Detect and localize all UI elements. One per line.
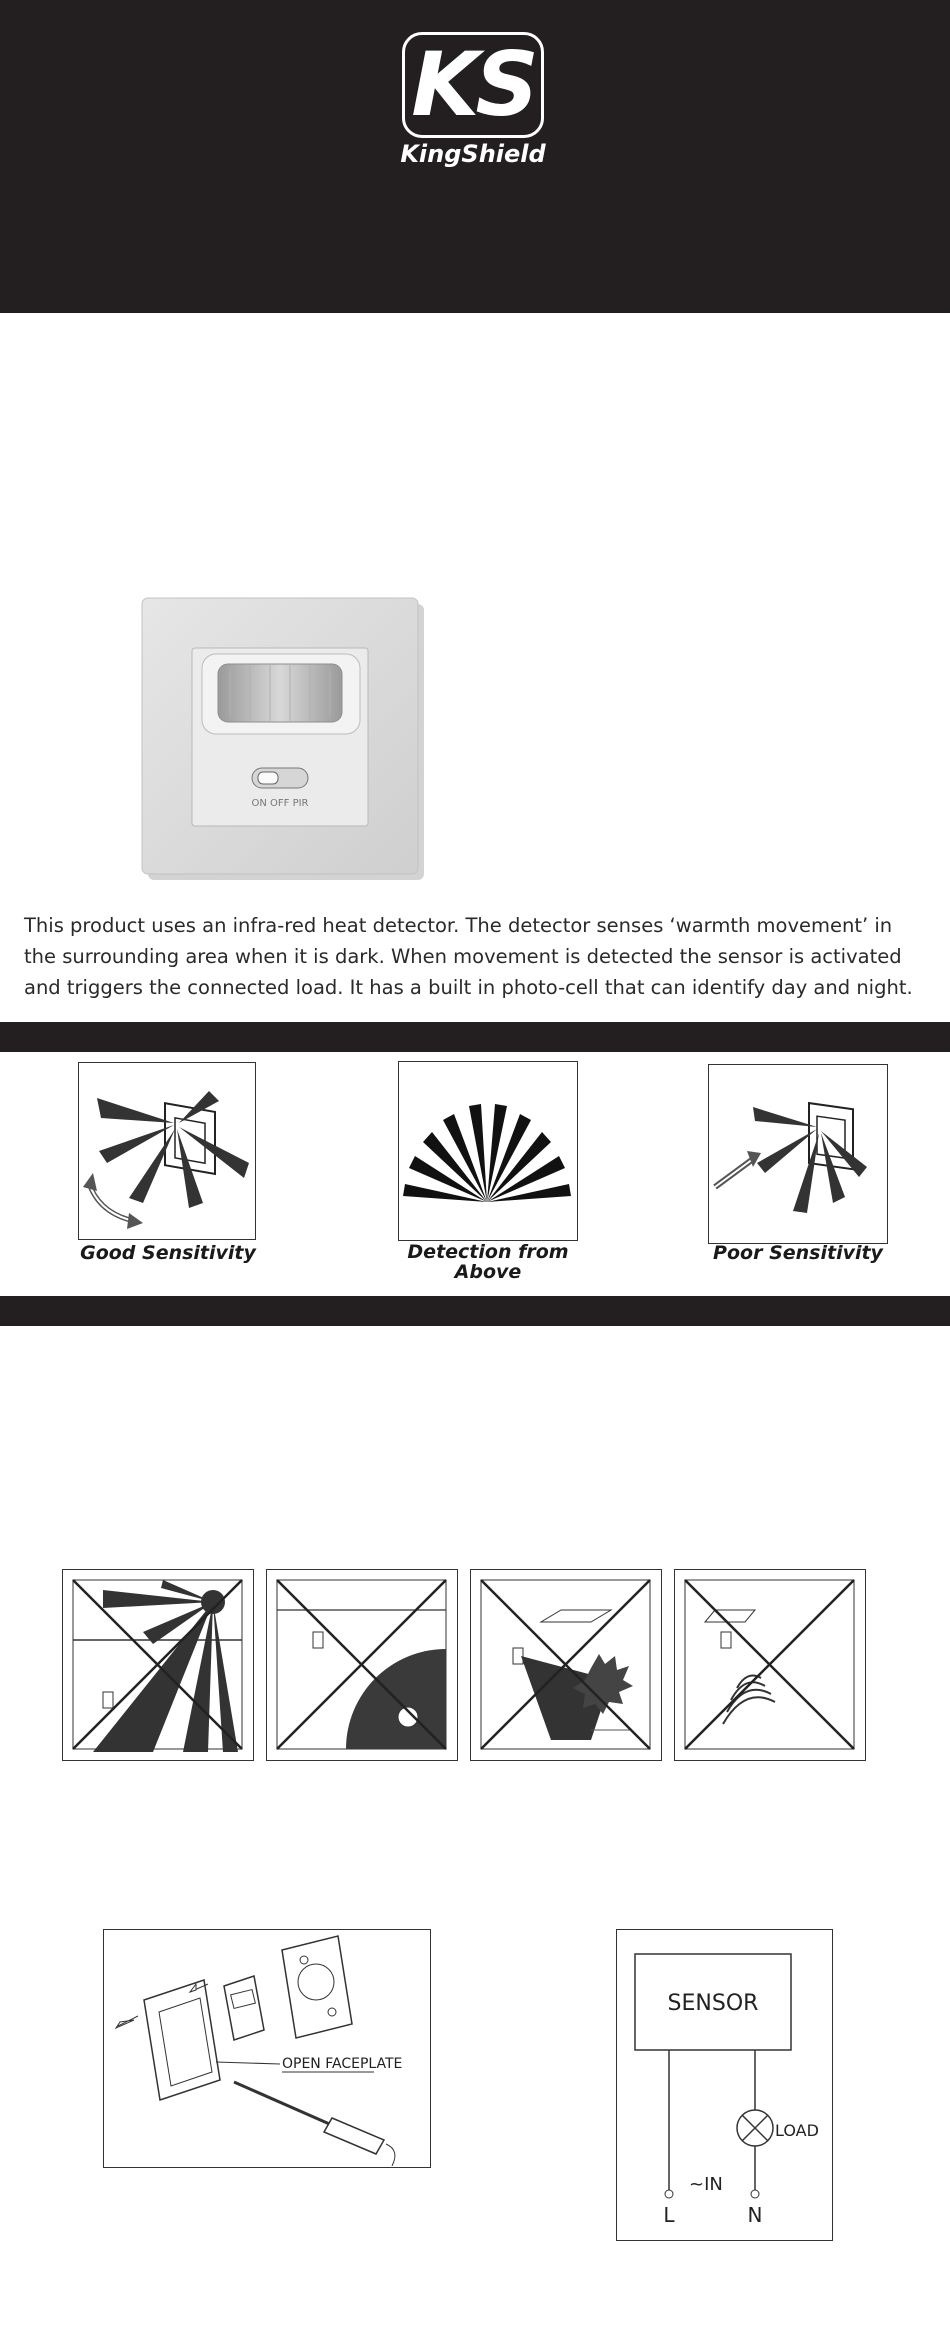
sensor-box-label: SENSOR	[667, 1991, 759, 2016]
air-flow-crossed	[674, 1569, 866, 1761]
section-divider	[0, 1022, 950, 1052]
good-sensitivity-diagram	[78, 1062, 256, 1240]
load-label: LOAD	[775, 2121, 819, 2140]
detection-from-above-diagram	[398, 1061, 578, 1241]
brand-name: KingShield	[400, 140, 546, 168]
product-photo	[140, 596, 430, 886]
section-divider	[0, 1296, 950, 1326]
switch-markings: ON OFF PIR	[251, 798, 309, 809]
poor-sensitivity-diagram	[708, 1064, 888, 1244]
heat-source-crossed	[266, 1569, 458, 1761]
brand-logo	[402, 32, 544, 138]
product-description: This product uses an infra-red heat detector. The detector senses ‘warmth movement’ in the surrounding area when it is dark. When movement is detected the sensor is activated and triggers the connected load. It has a built in photo-cell that can identify day and night.	[24, 914, 913, 999]
poor-sensitivity-caption: Poor Sensitivity	[713, 1242, 883, 1264]
input-label: ~IN	[689, 2174, 723, 2195]
obstruction-crossed	[470, 1569, 662, 1761]
good-sensitivity-caption: Good Sensitivity	[80, 1242, 256, 1264]
open-faceplate-label: OPEN FACEPLATE	[282, 2056, 403, 2072]
wiring-diagram	[616, 1929, 833, 2241]
logo-mark: KS	[411, 33, 535, 136]
detection-from-above-caption: Detection from Above	[407, 1241, 569, 1283]
live-terminal-label: L	[663, 2203, 675, 2227]
direct-sunlight-crossed	[62, 1569, 254, 1761]
neutral-terminal-label: N	[747, 2203, 763, 2227]
open-faceplate-diagram	[103, 1929, 431, 2168]
